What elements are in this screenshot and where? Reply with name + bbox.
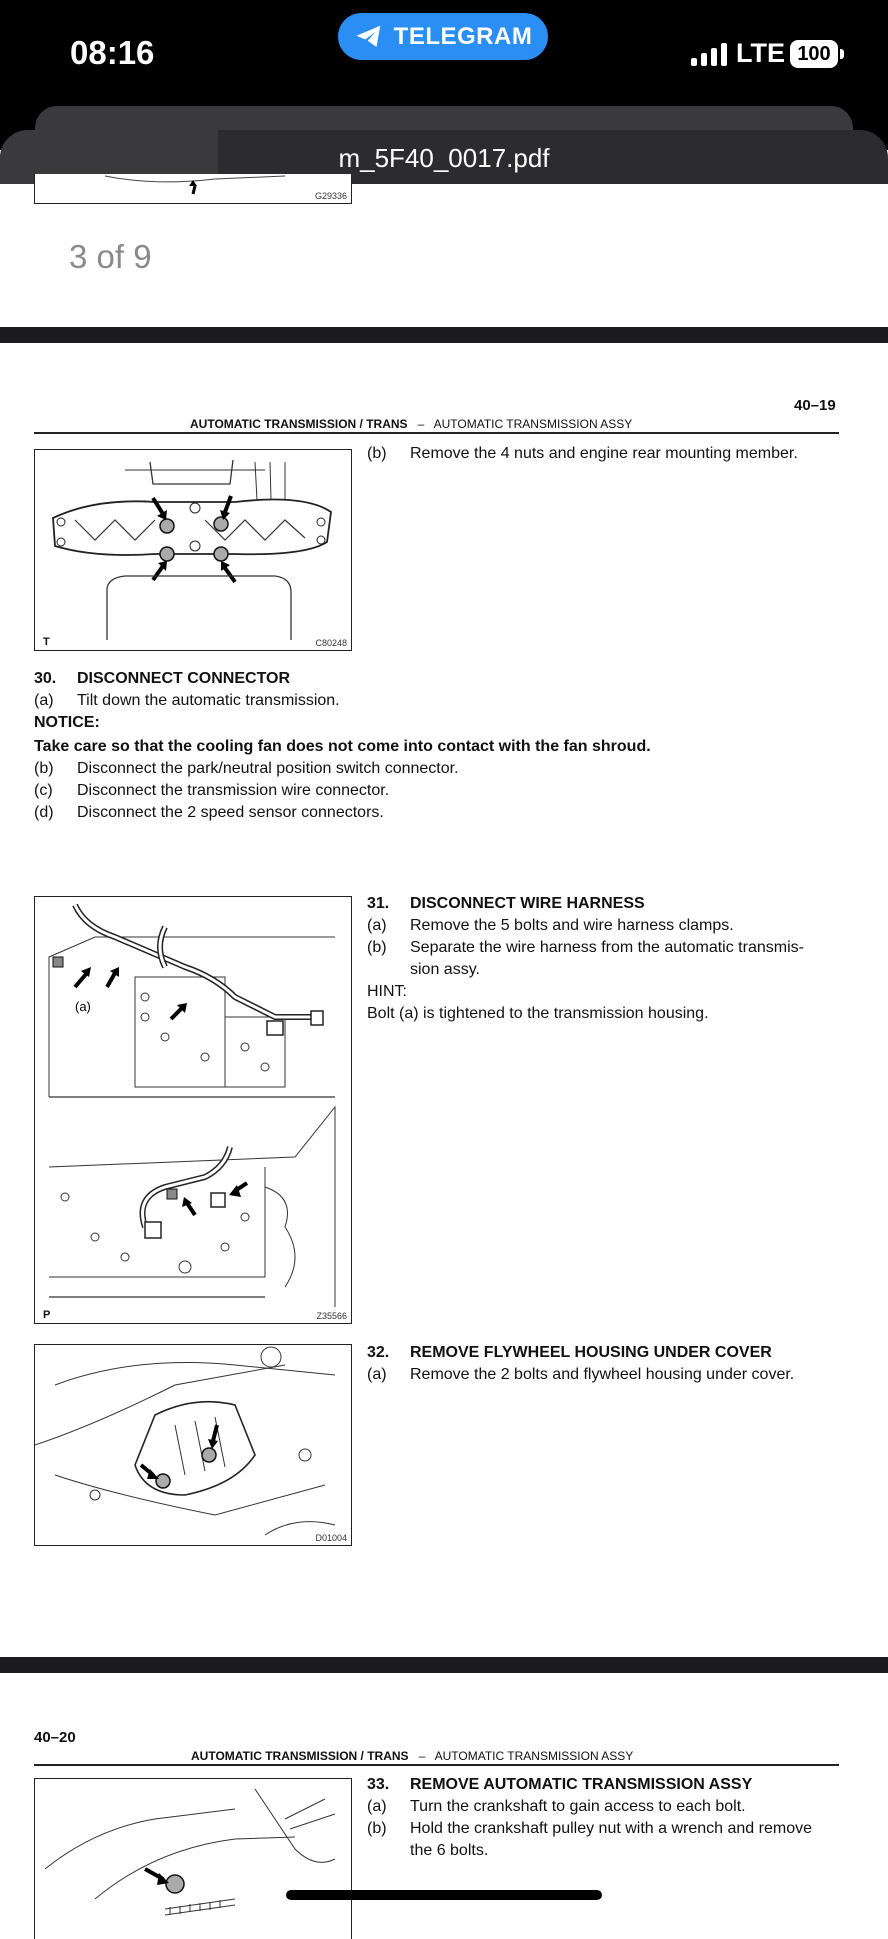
- step-text: Tilt down the automatic transmission.: [77, 692, 340, 709]
- step-30a: [34, 690, 340, 712]
- header-subsection: AUTOMATIC TRANSMISSION ASSY: [434, 1749, 634, 1763]
- step-text: Remove the 4 nuts and engine rear mounting member.: [410, 445, 798, 462]
- step-33a: [367, 1796, 746, 1818]
- figure-tag: P: [43, 1309, 51, 1321]
- mounting-member-diagram: [35, 450, 351, 650]
- page-separator: [0, 1657, 888, 1673]
- home-indicator[interactable]: [286, 1890, 602, 1900]
- step-31-title: [367, 893, 645, 915]
- step-number: 33.: [367, 1776, 390, 1793]
- step-text: Turn the crankshaft to gain access to each bolt.: [410, 1798, 746, 1815]
- page-header: [190, 417, 632, 431]
- notice-label: NOTICE:: [34, 714, 100, 731]
- step-30b: [34, 758, 459, 780]
- figure-z35566: [34, 896, 352, 1324]
- step-label: (b): [367, 939, 387, 956]
- step-title: REMOVE AUTOMATIC TRANSMISSION ASSY: [410, 1776, 753, 1793]
- figure-id: C80248: [315, 638, 347, 648]
- step-text: Remove the 5 bolts and wire harness clamps.: [410, 917, 734, 934]
- step-title: DISCONNECT WIRE HARNESS: [410, 895, 645, 912]
- step-label: (b): [367, 445, 387, 462]
- battery-icon: [790, 40, 838, 68]
- figure-tag: T: [43, 636, 50, 648]
- step-30c: [34, 780, 389, 802]
- figure-id: G29336: [314, 191, 347, 201]
- step-title: REMOVE FLYWHEEL HOUSING UNDER COVER: [410, 1344, 772, 1361]
- clock: 08:16: [70, 34, 155, 71]
- wire-harness-diagram: [35, 897, 351, 1323]
- header-section: AUTOMATIC TRANSMISSION / TRANS: [190, 417, 408, 431]
- pdf-page-40-19: [0, 343, 888, 1657]
- step-33b-cont: the 6 bolts.: [410, 1842, 489, 1859]
- figure-c80248: [34, 449, 352, 651]
- telegram-back-pill[interactable]: [338, 13, 548, 60]
- step-text: Disconnect the 2 speed sensor connectors.: [77, 804, 384, 821]
- header-rule: [34, 432, 839, 434]
- step-text: Disconnect the transmission wire connector.: [77, 782, 390, 799]
- signal-icon: [690, 43, 730, 67]
- step-label: (d): [34, 804, 54, 821]
- header-separator: –: [418, 1749, 426, 1763]
- figure-g29336: [34, 174, 352, 204]
- step-text: Disconnect the park/neutral position switch connector.: [77, 760, 459, 777]
- header-rule: [34, 1764, 839, 1766]
- step-label: (c): [34, 782, 53, 799]
- battery-level: 100: [797, 42, 831, 65]
- step-31a: [367, 915, 734, 937]
- figure-id: D01004: [315, 1533, 347, 1543]
- figure-id: Z35566: [316, 1311, 347, 1321]
- telegram-label: TELEGRAM: [393, 22, 533, 50]
- callout-a: (a): [75, 999, 91, 1014]
- step-text: Remove the 2 bolts and flywheel housing under cover.: [410, 1366, 795, 1383]
- step-label: (a): [367, 1798, 387, 1815]
- step-label: (a): [367, 1366, 387, 1383]
- step-number: 31.: [367, 895, 390, 912]
- header-section: AUTOMATIC TRANSMISSION / TRANS: [191, 1749, 409, 1763]
- notice-text: Take care so that the cooling fan does not come into contact with the fan shroud.: [34, 738, 651, 755]
- figure-d01004: [34, 1344, 352, 1546]
- hint-label: HINT:: [367, 983, 407, 1000]
- step-32a: [367, 1364, 794, 1386]
- step-33b: [367, 1818, 812, 1840]
- step-31b: [367, 937, 804, 959]
- step-title: DISCONNECT CONNECTOR: [77, 670, 291, 687]
- step-29b: [367, 443, 798, 465]
- pdf-page-40-20: [0, 1673, 888, 1920]
- step-label: (b): [34, 760, 54, 777]
- header-separator: –: [417, 417, 425, 431]
- step-30-title: [34, 668, 290, 690]
- step-number: 32.: [367, 1344, 390, 1361]
- step-label: (b): [367, 1820, 387, 1837]
- step-31b-cont: sion assy.: [410, 961, 480, 978]
- page-number: 40–19: [794, 397, 836, 414]
- page-separator: [0, 327, 888, 343]
- hint-text: Bolt (a) is tightened to the transmission housing.: [367, 1005, 709, 1022]
- document-title: m_5F40_0017.pdf: [338, 143, 550, 173]
- page-header: [191, 1749, 633, 1763]
- step-label: (a): [34, 692, 54, 709]
- network-type: LTE: [736, 38, 785, 68]
- figure-transmission-bolts: [34, 1778, 352, 1939]
- telegram-icon: [354, 22, 384, 52]
- header-subsection: AUTOMATIC TRANSMISSION ASSY: [433, 417, 633, 431]
- step-label: (a): [367, 917, 387, 934]
- step-text: Separate the wire harness from the automatic transmis-: [410, 939, 804, 956]
- page-number: 40–20: [34, 1729, 76, 1746]
- flywheel-cover-diagram: [35, 1345, 351, 1545]
- step-text: Hold the crankshaft pulley nut with a wrench and remove: [410, 1820, 812, 1837]
- step-30d: [34, 802, 384, 824]
- step-33-title: [367, 1774, 752, 1796]
- step-32-title: [367, 1342, 772, 1364]
- page-indicator: 3 of 9: [69, 238, 152, 275]
- step-number: 30.: [34, 670, 57, 687]
